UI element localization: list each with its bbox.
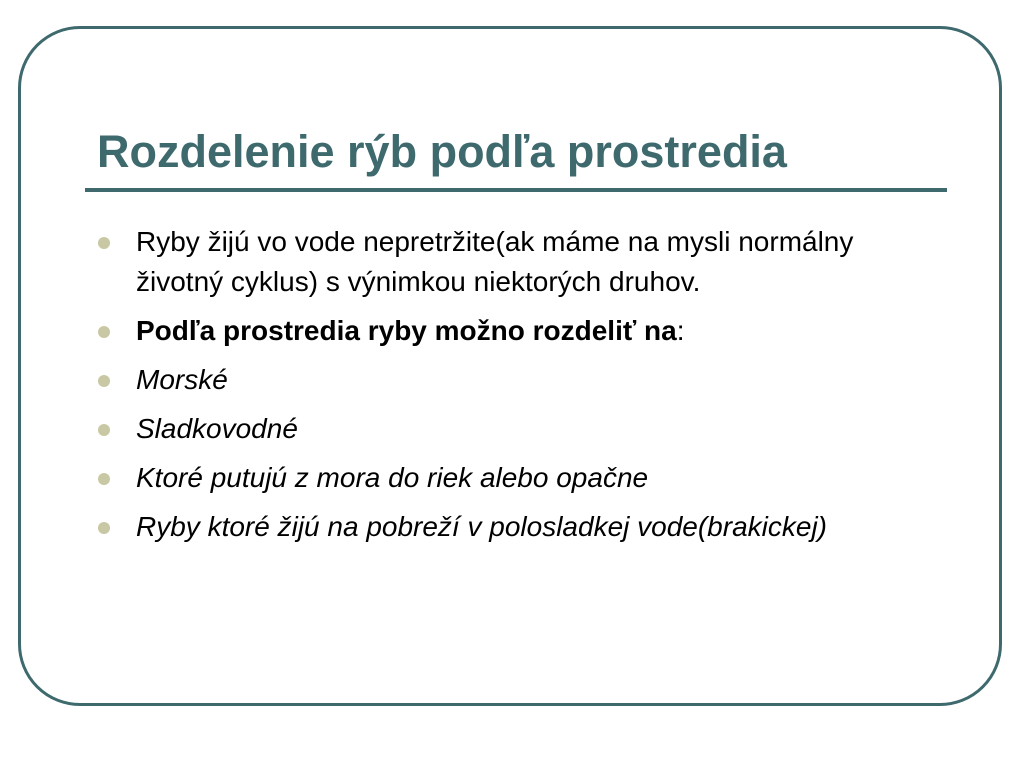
slide-title: Rozdelenie rýb podľa prostredia xyxy=(97,126,787,177)
bullet-item xyxy=(95,222,895,302)
bullet-item xyxy=(95,409,895,449)
bullet-text: Morské xyxy=(136,364,228,395)
title-underline xyxy=(85,188,947,192)
bullet-text: Ryby ktoré žijú na pobreží v polosladkej vode(brakickej) xyxy=(136,511,827,542)
bullet-item xyxy=(95,360,895,400)
bullet-text: Ryby žijú vo vode nepretržite(ak máme na mysli normálny životný cyklus) s výnimkou niektorých druhov. xyxy=(136,226,854,297)
bullet-list xyxy=(95,222,895,556)
bullet-icon xyxy=(98,424,110,436)
bullet-suffix: : xyxy=(676,315,685,346)
bullet-icon xyxy=(98,473,110,485)
bullet-icon xyxy=(98,375,110,387)
bullet-item xyxy=(95,458,895,498)
bullet-item xyxy=(95,311,895,351)
bullet-icon xyxy=(98,522,110,534)
bullet-text: Ktoré putujú z mora do riek alebo opačne xyxy=(136,462,649,493)
bullet-bold-text: Podľa prostredia ryby možno rozdeliť na xyxy=(136,315,677,346)
bullet-item xyxy=(95,507,895,547)
bullet-icon xyxy=(98,326,110,338)
bullet-text: Sladkovodné xyxy=(136,413,298,444)
bullet-icon xyxy=(98,237,110,249)
